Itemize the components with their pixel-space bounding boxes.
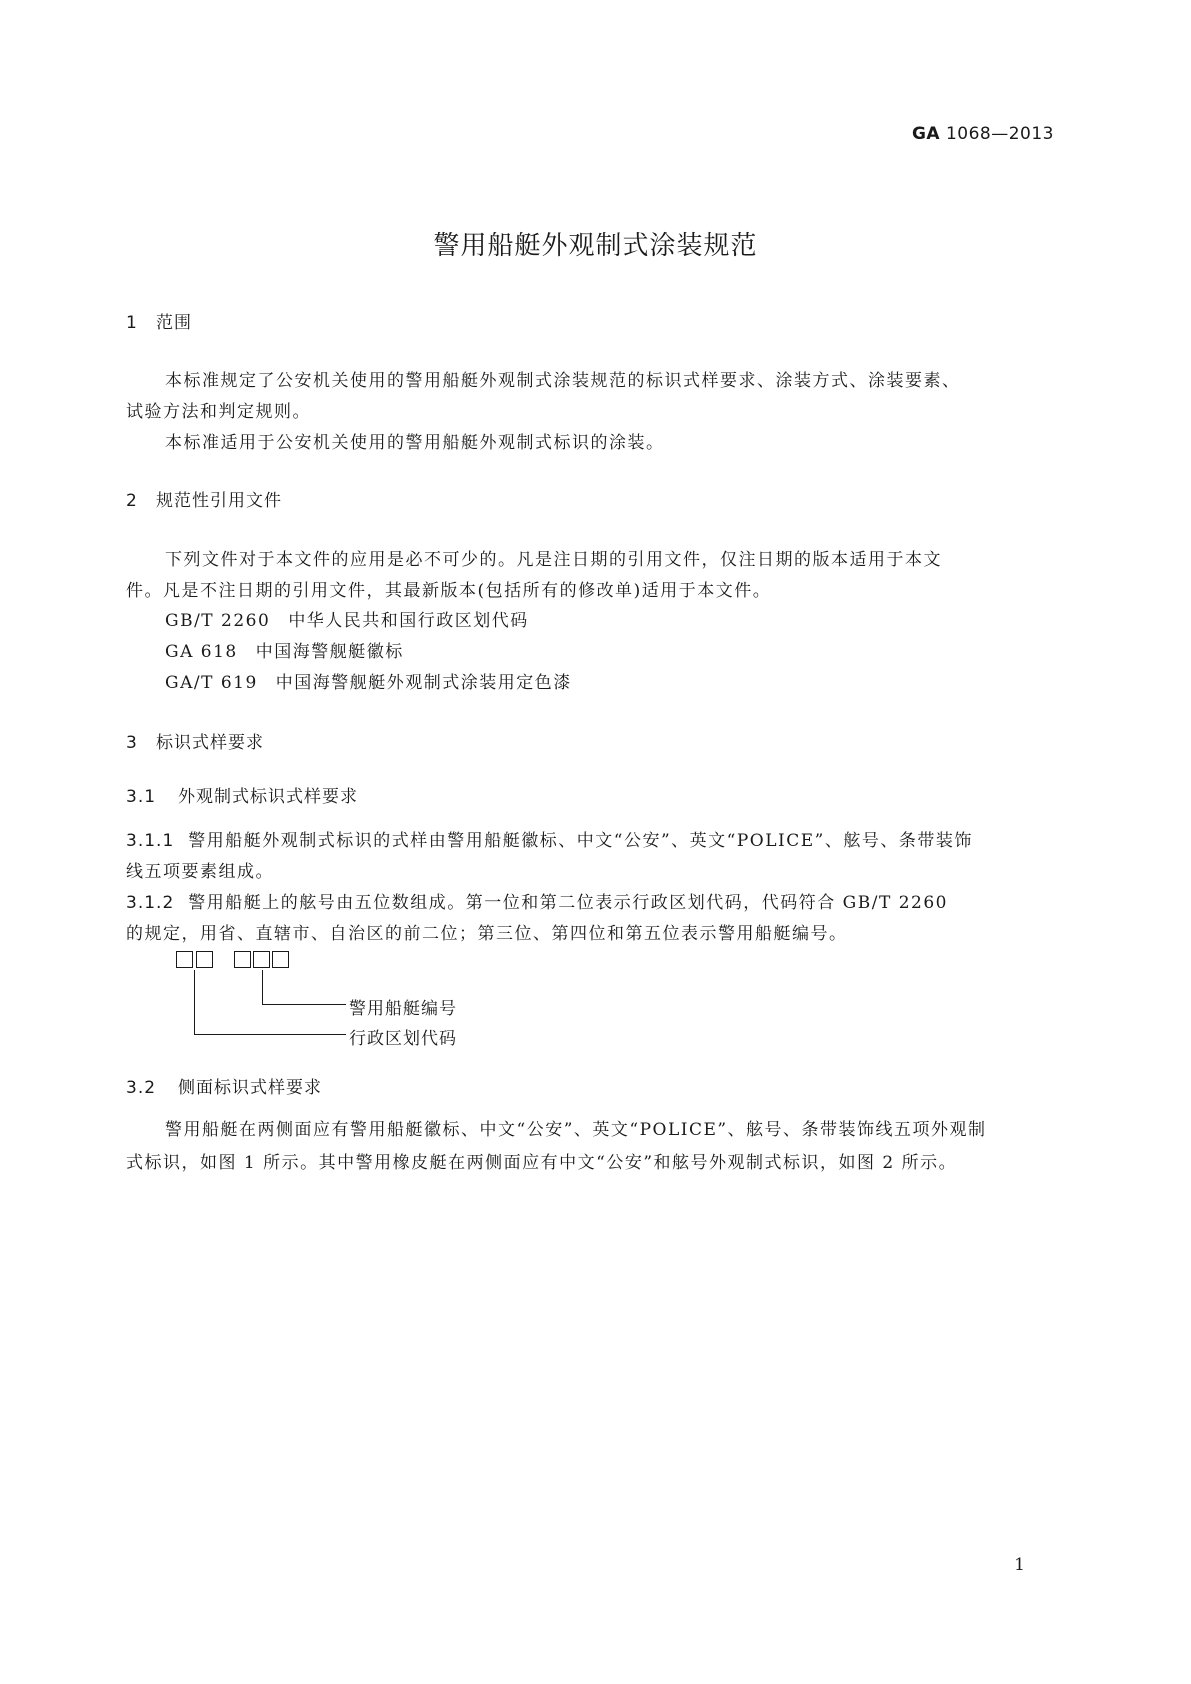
boat-digit-box — [272, 951, 289, 968]
section-3-2-para-line-1: 警用船艇在两侧面应有警用船艇徽标、中文“公安”、英文“POLICE”、舷号、条带装饰线五项外观制 — [165, 1120, 987, 1140]
leader-line — [262, 1004, 346, 1005]
boat-digit-box — [234, 951, 251, 968]
page-number: 1 — [1014, 1555, 1025, 1575]
leader-line — [262, 970, 263, 1005]
section-2-para-line-1: 下列文件对于本文件的应用是必不可少的。凡是注日期的引用文件，仅注日期的版本适用于本文 — [165, 550, 942, 570]
leader-line — [194, 970, 195, 1035]
leader-line — [194, 1034, 346, 1035]
boat-number-label: 警用船艇编号 — [349, 999, 457, 1019]
clause-3-1-1-line-2: 线五项要素组成。 — [126, 862, 274, 882]
clause-3-1-2-line-2: 的规定，用省、直辖市、自治区的前二位；第三位、第四位和第五位表示警用船艇编号。 — [126, 924, 848, 944]
section-1-para-2: 本标准适用于公安机关使用的警用船艇外观制式标识的涂装。 — [165, 433, 665, 453]
section-1-para-1-line-2: 试验方法和判定规则。 — [126, 402, 311, 422]
section-3-2-heading: 3.2 侧面标识式样要求 — [126, 1078, 322, 1098]
clause-3-1-2-line-1: 3.1.2 警用船艇上的舷号由五位数组成。第一位和第二位表示行政区划代码，代码符合 GB/T 2260 — [126, 893, 948, 913]
reference-item: GA/T 619 中国海警舰艇外观制式涂装用定色漆 — [165, 673, 572, 693]
boat-digit-box — [253, 951, 270, 968]
document-title: 警用船艇外观制式涂装规范 — [433, 231, 758, 261]
clause-3-1-1-line-1: 3.1.1 警用船艇外观制式标识的式样由警用船艇徽标、中文“公安”、英文“POLICE”、舷号、条带装饰 — [126, 831, 973, 851]
region-code-label: 行政区划代码 — [349, 1029, 457, 1049]
section-1-para-1-line-1: 本标准规定了公安机关使用的警用船艇外观制式涂装规范的标识式样要求、涂装方式、涂装要素、 — [165, 371, 961, 391]
section-2-heading: 2 规范性引用文件 — [126, 491, 282, 511]
section-3-heading: 3 标识式样要求 — [126, 733, 264, 753]
reference-item: GB/T 2260 中华人民共和国行政区划代码 — [165, 611, 529, 631]
section-1-heading: 1 范围 — [126, 313, 192, 333]
region-digit-box — [176, 951, 193, 968]
section-2-para-line-2: 件。凡是不注日期的引用文件，其最新版本(包括所有的修改单)适用于本文件。 — [126, 581, 772, 601]
section-3-1-heading: 3.1 外观制式标识式样要求 — [126, 787, 358, 807]
standard-code: GA 1068—2013 — [911, 124, 1054, 144]
section-3-2-para-line-2: 式标识，如图 1 所示。其中警用橡皮艇在两侧面应有中文“公安”和舷号外观制式标识，如图 2 所示。 — [126, 1153, 958, 1173]
reference-item: GA 618 中国海警舰艇徽标 — [165, 642, 404, 662]
region-digit-box — [196, 951, 213, 968]
